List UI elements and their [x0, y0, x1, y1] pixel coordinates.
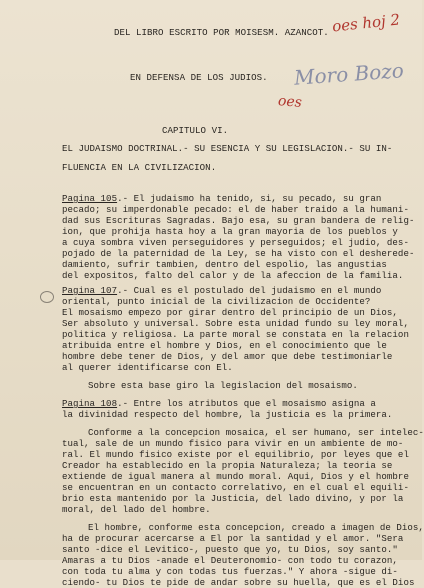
margin-mark	[40, 291, 54, 303]
line-text: Sobre esta base giro la legislacion del mosaismo.	[88, 380, 358, 391]
body-line	[62, 398, 376, 409]
body-line	[62, 307, 398, 318]
body-line	[62, 460, 392, 471]
defense-line: EN DEFENSA DE LOS JUDIOS.	[130, 72, 268, 83]
body-line	[62, 555, 398, 566]
line-text: santo -dice el Levitico-, puesto que yo, tu Dios, soy santo."	[62, 544, 398, 555]
line-text: oriental, punto inicial de la civilizacion de Occidente?	[62, 296, 371, 307]
line-text: tual, sale de un mundo fisico para vivir en un ambiente de mo-	[62, 438, 404, 449]
body-line	[62, 340, 387, 351]
page-reference: Pagina 108	[62, 398, 118, 409]
page-reference: Pagina 107	[62, 285, 118, 296]
body-line	[62, 285, 381, 296]
line-text: ciendo- tu Dios te pide de andar sobre su huella, que es el Dios	[62, 577, 415, 588]
line-text: brio esta mantenido por la Justicia, del lado divino, y por la	[62, 493, 404, 504]
body-line	[62, 204, 409, 215]
line-text: ha de procurar acercarse a El por la santidad y el amor. "Sera	[62, 533, 404, 544]
body-line	[62, 449, 409, 460]
line-text: dad sus Escrituras Sagradas. Bajo esa, su gran bandera de relig-	[62, 215, 415, 226]
line-text: Ser absoluto y universal. Sobre esta unidad fundo su ley moral,	[62, 318, 409, 329]
body-line	[62, 471, 409, 482]
body-line	[88, 522, 424, 533]
body-line	[62, 493, 403, 504]
body-line	[62, 248, 414, 259]
body-line	[88, 380, 358, 391]
body-line	[62, 329, 409, 340]
body-line	[62, 362, 233, 373]
line-text: al querer identificarse con El.	[62, 362, 233, 373]
line-text: pecado; su imperdonable pecado: el de haber traido a la humani-	[62, 204, 409, 215]
body-line	[62, 482, 409, 493]
line-text: .- Entre los atributos que el mosaismo asigna a	[117, 398, 376, 409]
chapter-subtitle-1: EL JUDAISMO DOCTRINAL.- SU ESENCIA Y SU LEGISLACION.- SU IN-	[62, 143, 393, 154]
line-text: .- Cual es el postulado del judaismo en el mundo	[117, 285, 382, 296]
line-text: El mosaismo empezo por girar dentro del principio de un Dios,	[62, 307, 398, 318]
handwritten-page-note: oes hoj 2	[331, 10, 401, 36]
body-line	[62, 259, 387, 270]
line-text: pojado de la paternidad de la Ley, se ha visto con el desherede-	[62, 248, 415, 259]
body-line	[62, 215, 414, 226]
chapter-title: CAPITULO VI.	[162, 125, 229, 136]
chapter-subtitle-2: FLUENCIA EN LA CIVILIZACION.	[62, 162, 217, 173]
line-text: .- El judaismo ha tenido, si, su pecado, su gran	[117, 193, 382, 204]
body-line	[62, 270, 403, 281]
line-text: con toda tu alma y con todas tus fuerzas." Y ahora -sigue di-	[62, 566, 398, 577]
body-line	[62, 226, 398, 237]
body-line	[62, 533, 403, 544]
line-text: ion, que prohija hasta hoy a la gran mayoria de los pueblos y	[62, 226, 398, 237]
body-line	[88, 427, 424, 438]
line-text: El hombre, conforme esta concepcion, creado a imagen de Dios,	[88, 522, 424, 533]
line-text: a cuya sombra viven perseguidores y perseguidos; el judio, des-	[62, 237, 409, 248]
body-line	[62, 566, 398, 577]
body-line	[62, 193, 381, 204]
body-line	[62, 296, 370, 307]
line-text: del expositos, falto del calor y de la afeccion de la familia.	[62, 270, 404, 281]
line-text: damiento, sufrir tambien, dentro del espolio, las angustias	[62, 259, 387, 270]
body-line	[62, 351, 392, 362]
handwritten-signature: Moro Bozo	[293, 58, 405, 90]
body-line	[62, 409, 392, 420]
line-text: ral. El mundo fisico existe por el equilibrio, por leyes que el	[62, 449, 409, 460]
body-line	[62, 504, 211, 515]
line-text: hombre debe tener de Dios, y del amor que debe testimoniarle	[62, 351, 393, 362]
body-line	[62, 544, 398, 555]
line-text: atribuida entre el hombre y Dios, en el conocimiento que le	[62, 340, 387, 351]
body-line	[62, 577, 414, 588]
body-line	[62, 318, 409, 329]
source-line: DEL LIBRO ESCRITO POR MOISESM. AZANCOT.	[114, 27, 329, 38]
line-text: Amaras a tu Dios -anade el Deuteronomio- con todo tu corazon,	[62, 555, 398, 566]
line-text: se encuentran en un contacto correlativo, en el cual el equili-	[62, 482, 409, 493]
line-text: la divinidad respecto del hombre, la justicia es la primera.	[62, 409, 393, 420]
line-text: Conforme a la concepcion mosaica, el ser humano, ser intelec-	[88, 427, 424, 438]
line-text: extiende de igual manera al mundo moral. Aqui, Dios y el hombre	[62, 471, 409, 482]
body-line	[62, 438, 403, 449]
line-text: moral, del lado del hombre.	[62, 504, 211, 515]
line-text: politica y religiosa. La parte moral se constata en la relacion	[62, 329, 409, 340]
handwritten-red-mark: oes	[277, 93, 303, 111]
body-line	[62, 237, 409, 248]
page-reference: Pagina 105	[62, 193, 118, 204]
line-text: Creador ha establecido en la propia Naturaleza; la teoria se	[62, 460, 393, 471]
